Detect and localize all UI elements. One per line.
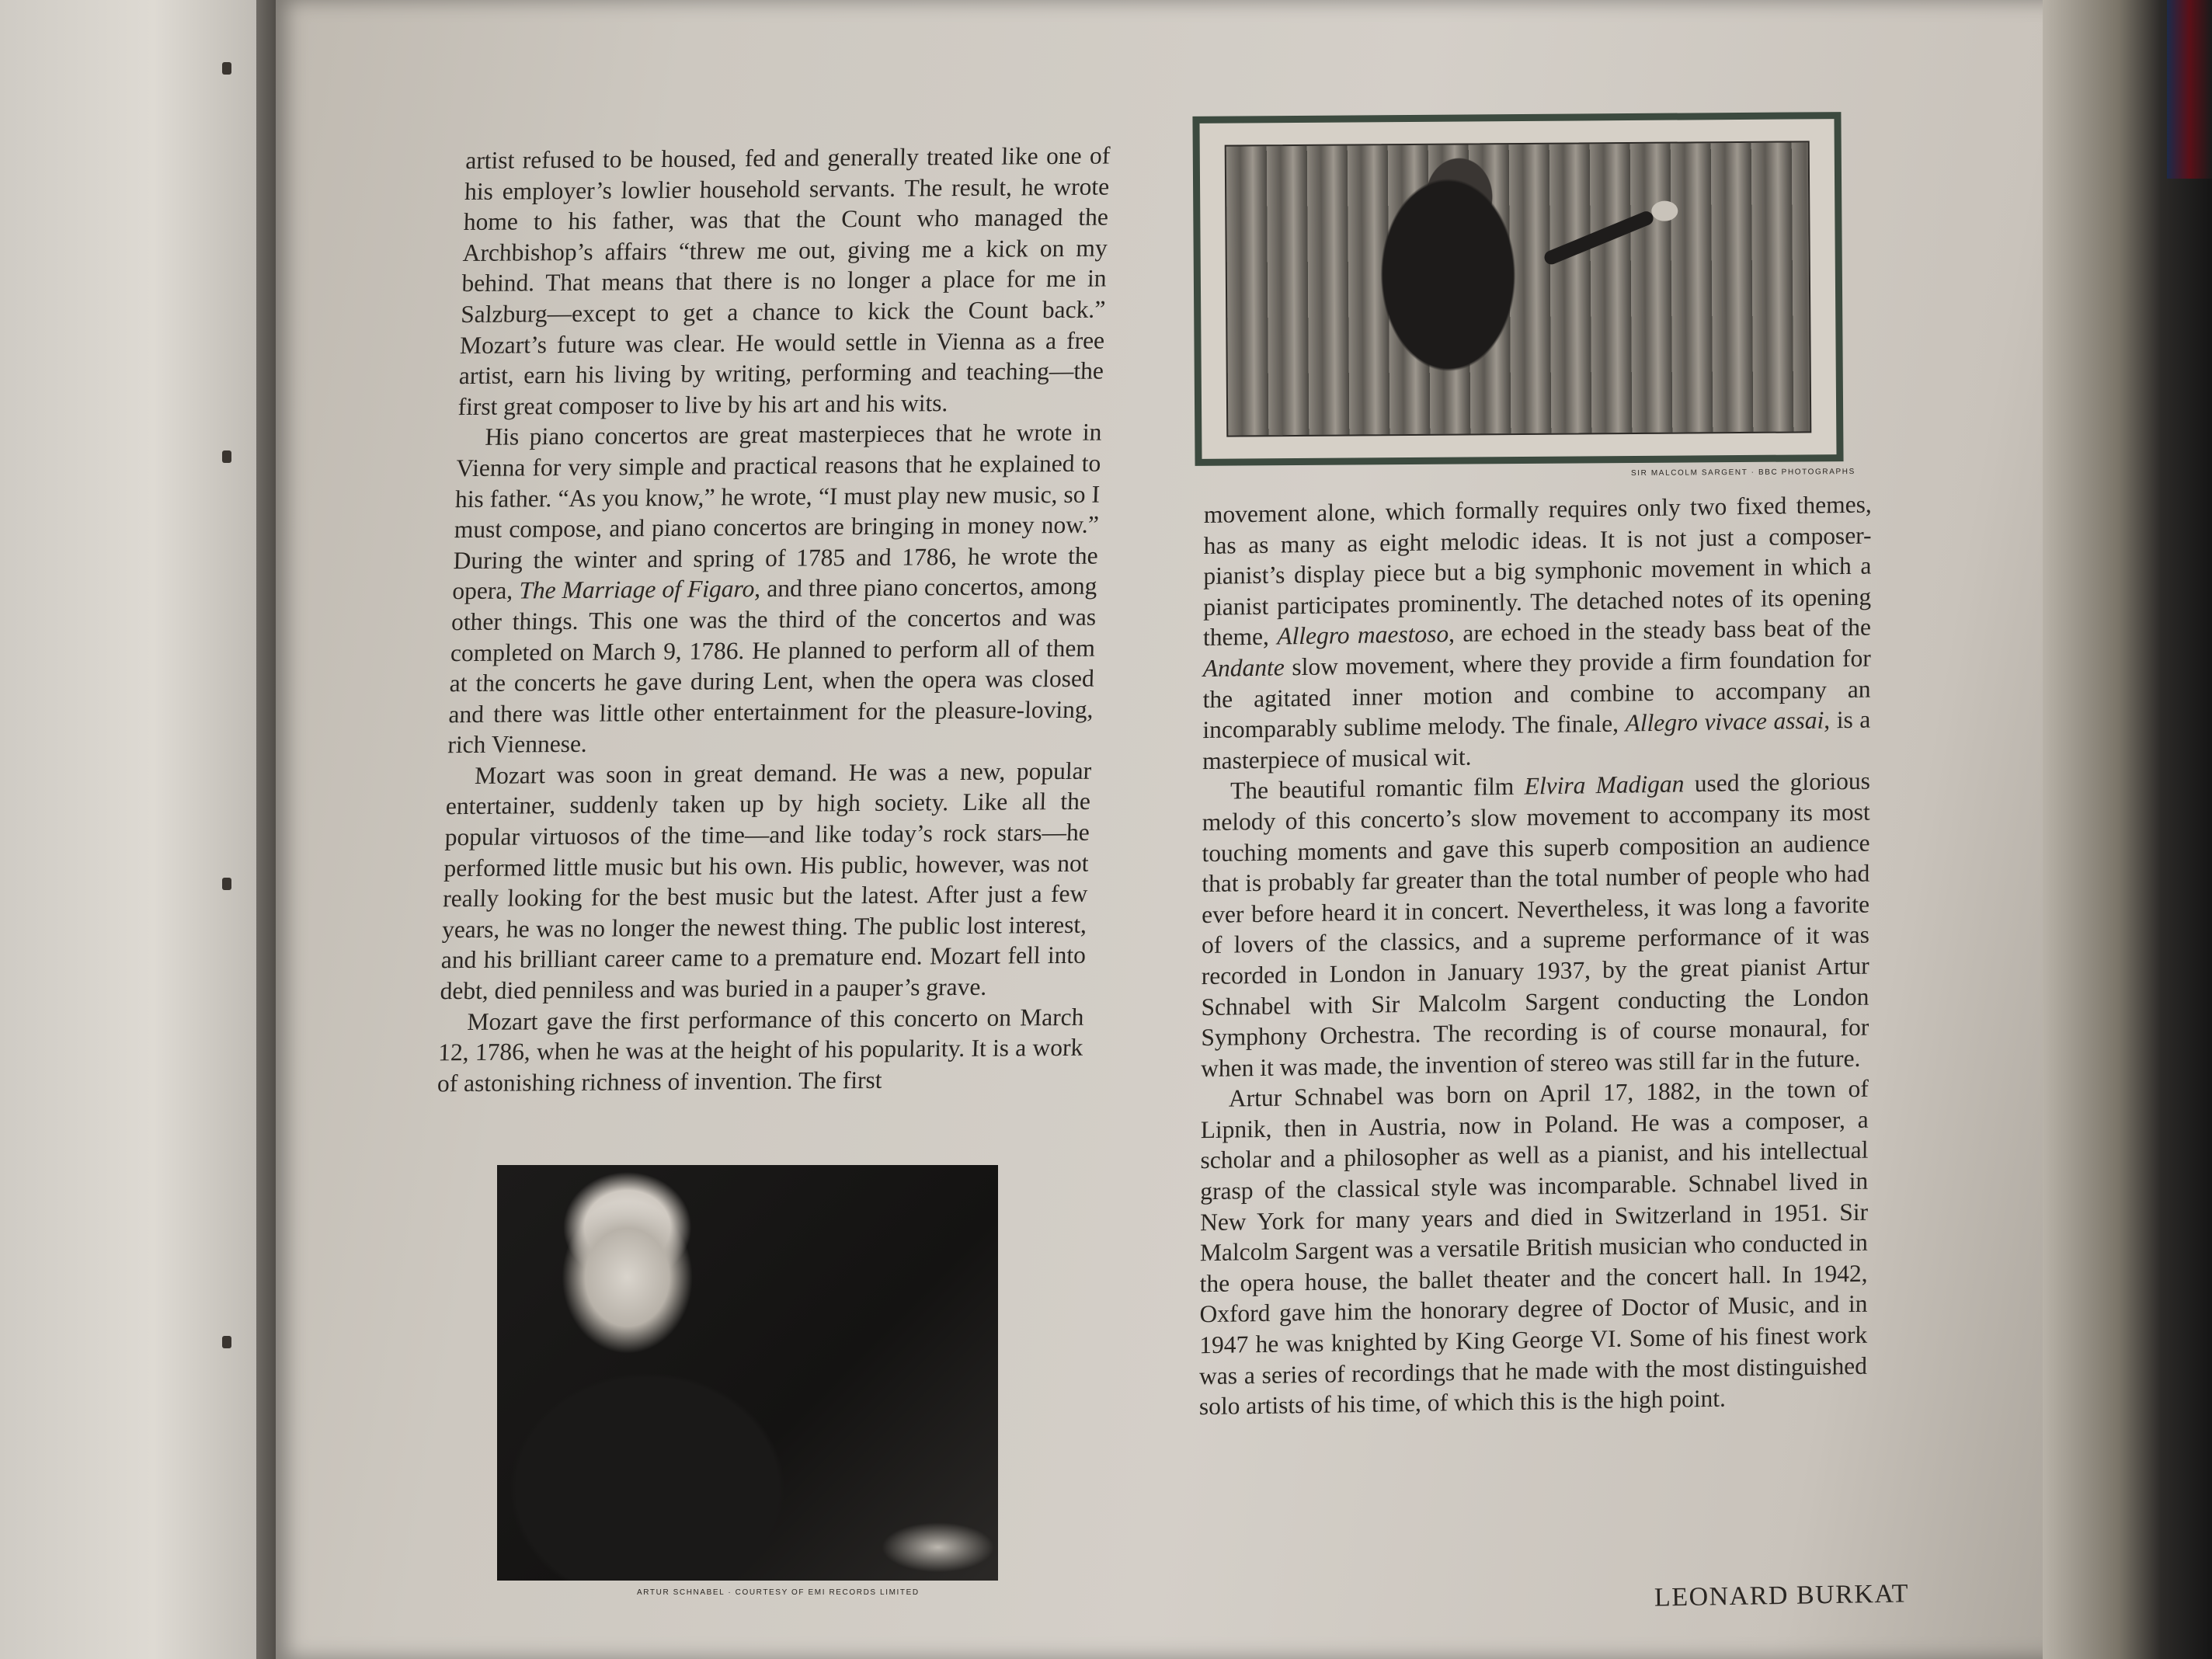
staple-hole	[222, 62, 231, 75]
conductor-hand	[1651, 201, 1678, 221]
paragraph: artist refused to be housed, fed and generally treated like one of his employer’s lowlier household servants. The result, he wrote home to his father, was that the Count who managed the Archbishop’s affairs “threw me out, giving me a kick on my behind. That means that there is no longer a place for me in Salzburg—except to get a chance to kick the Count back.” Mozart’s future was clear. He would settle in Vienna as a free artist, earn his living by writing, performing and teaching—the first great composer to live by his art and his wits.	[457, 141, 1111, 420]
paragraph: Artur Schnabel was born on April 17, 1882, in the town of Lipnik, then in Austria, now in Poland. He was a composer, a scholar and a philosopher as well as a pianist, and his intellectual grasp of the classical style was incomparable. Schnabel lived in New York for many years and died in Switzerland in 1951. Sir Malcolm Sargent was a versatile British musician who conducted in the opera house, the ballet theater and the concert hall. In 1942, Oxford gave him the honorary degree of Doctor of Music, and in 1947 he was knighted by King George VI. Some of his finest work was a series of recordings that he made with the most distinguished solo artists of his time, of which this is the high point.	[1198, 1074, 1869, 1421]
staple-hole	[222, 1336, 231, 1348]
pianist-portrait	[497, 1165, 998, 1581]
staple-hole	[222, 450, 231, 463]
work-title: The Marriage of Figaro	[518, 575, 755, 604]
conductor-image	[1225, 141, 1812, 436]
page-edge	[2043, 0, 2212, 1659]
paragraph: Mozart was soon in great demand. He was a new, popular entertainer, suddenly taken up by high society. Like all the popular virtuosos of the time—and like today’s rock stars—he performed little music but his own. His public, however, was not really looking for the best music but the latest. After just a few years, he was no longer the newest thing. The public lost interest, and his brilliant career came to a premature end. Mozart fell into debt, died penniless and was buried in a pauper’s grave.	[440, 756, 1092, 1005]
paragraph: movement alone, which formally requires only two fixed themes, has as many as eight melodic ideas. It is not just a composer-pianist’s display piece but a big symphonic movement in which a pianist participates prominently. The detached notes of its opening theme, Allegro maestoso, are echoed in the steady bass beat of the Andante slow movement, where they provide a firm foundation for the agitated inner motion and combine to accompany an incomparably sublime melody. The finale, Allegro vivace assai, is a masterpiece of musical wit.	[1202, 490, 1872, 774]
conductor-photo-credit: SIR MALCOLM SARGENT · BBC PHOTOGRAPHS	[1630, 467, 1856, 478]
paragraph: Mozart gave the first performance of this concerto on March 12, 1786, when he was at the height of his popularity. It is a work of astonishing richness of invention. The first	[436, 1003, 1085, 1097]
pianist-photo-credit: ARTUR SCHNABEL · COURTESY OF EMI RECORDS LIMITED	[637, 1588, 920, 1597]
right-text-column	[1199, 489, 1872, 1422]
author-signature: LEONARD BURKAT	[1654, 1579, 1910, 1612]
left-page	[0, 0, 280, 1659]
conductor-photo	[1192, 112, 1843, 466]
record-spine	[2167, 0, 2212, 179]
paragraph: The beautiful romantic film Elvira Madigan used the glorious melody of this concerto’s slow movement to accompany its most touching moments and gave this superb composition an audience that is probably far greater than the total number of people who had ever before heard it in concert. Nevertheless, it was long a favorite of lovers of the classics, and a supreme performance of it was recorded in London in January 1937, by the great pianist Artur Schnabel with Sir Malcolm Sargent conducting the London Symphony Orchestra. The recording is of course monaural, for when it was made, the invention of stereo was still far in the future.	[1201, 767, 1871, 1082]
conductor-arm	[1542, 209, 1656, 266]
staple-hole	[222, 878, 231, 890]
left-text-column	[436, 140, 1110, 1098]
paragraph: His piano concertos are great masterpieces that he wrote in Vienna for very simple and practical reasons that he explained to his father. “As you know,” he wrote, “I must play new music, so I must compose, and piano concertos are bringing in money now.” During the winter and spring of 1785 and 1786, he wrote the opera, The Marriage of Figaro, and three piano concertos, among other things. This one was the third of the concertos and was completed on March 9, 1786. He planned to perform all of them at the concerts he gave during Lent, when the opera was closed and there was little other entertainment for the pleasure-loving, rich Viennese.	[447, 418, 1103, 759]
